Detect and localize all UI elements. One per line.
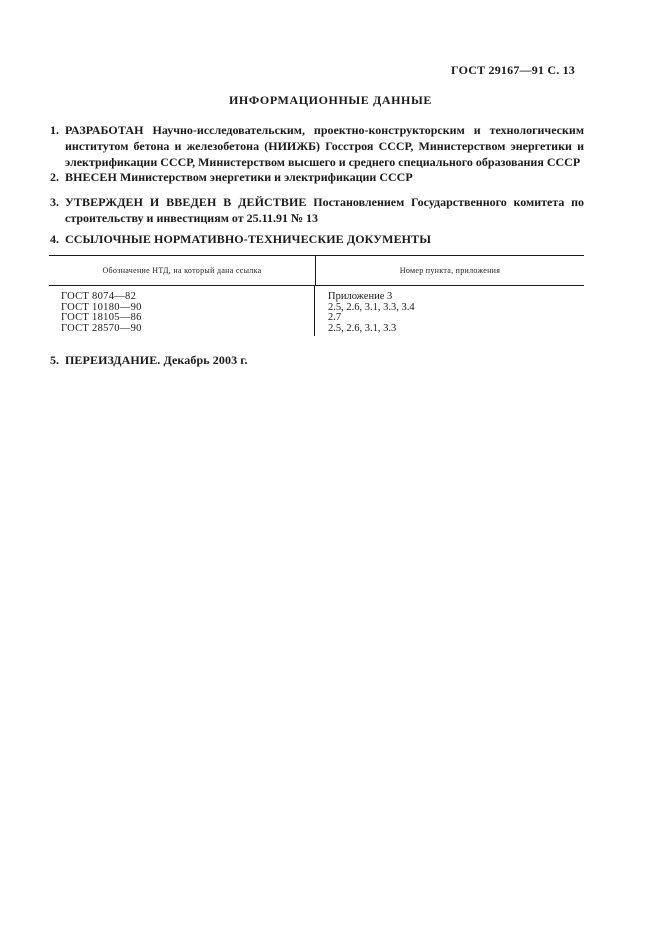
info-item-1 (50, 122, 584, 170)
info-item-3 (50, 194, 584, 226)
document-section-title: ИНФОРМАЦИОННЫЕ ДАННЫЕ (229, 93, 432, 107)
table-cell-designation: ГОСТ 10180—90 (61, 301, 142, 313)
item-keyword: ВНЕСЕН (65, 170, 117, 184)
item-number: 5. (50, 353, 59, 367)
table-cell-designation: ГОСТ 8074—82 (61, 291, 137, 302)
table-cell-clause: 2.7 (328, 312, 342, 323)
info-item-5 (50, 352, 584, 368)
item-keyword: УТВЕРЖДЕН И ВВЕДЕН В ДЕЙСТВИЕ (65, 195, 307, 209)
item-number: 2. (50, 170, 59, 184)
item-text: Министерством энергетики и электрификации СССР (116, 170, 413, 184)
designation-column (49, 286, 315, 336)
item-text: Постановлением Государственного комитета по строительству и инвестициям от 25.11.91 № 13 (65, 195, 585, 225)
item-number: 4. (50, 232, 59, 246)
table-cell-designation: ГОСТ 18105—86 (61, 312, 142, 323)
column-header-clause: Номер пункта, приложения (399, 266, 501, 275)
item-keyword: ПЕРЕИЗДАНИЕ. Декабрь 2003 г. (65, 353, 248, 367)
item-number: 1. (50, 123, 59, 137)
item-text: Научно-исследовательским, проектно-конструкторским и технологическим институтом бетона и железобетона (НИИЖБ) Госстроя СССР, Министерством энергетики и электрификации СССР, Министерством высшего и среднего специального образования СССР (65, 123, 584, 169)
table-header-row (49, 256, 584, 286)
table-cell-clause: Приложение 3 (328, 291, 393, 302)
page-header-reference: ГОСТ 29167—91 С. 13 (451, 63, 575, 77)
table-cell-designation: ГОСТ 28570—90 (61, 322, 142, 334)
column-header-designation: Обозначение НТД, на который дана ссылка (49, 256, 316, 285)
info-item-2 (50, 169, 584, 185)
item-keyword: ССЫЛОЧНЫЕ НОРМАТИВНО-ТЕХНИЧЕСКИЕ ДОКУМЕНТЫ (65, 232, 432, 246)
table-cell-clause: 2.5, 2.6, 3.1, 3.3 (328, 322, 397, 334)
reference-documents-table (49, 255, 584, 336)
item-number: 3. (50, 195, 59, 209)
item-keyword: РАЗРАБОТАН (65, 123, 144, 137)
clause-column (315, 286, 584, 336)
info-item-4 (50, 231, 584, 247)
table-cell-clause: 2.5, 2.6, 3.1, 3.3, 3.4 (328, 301, 415, 313)
